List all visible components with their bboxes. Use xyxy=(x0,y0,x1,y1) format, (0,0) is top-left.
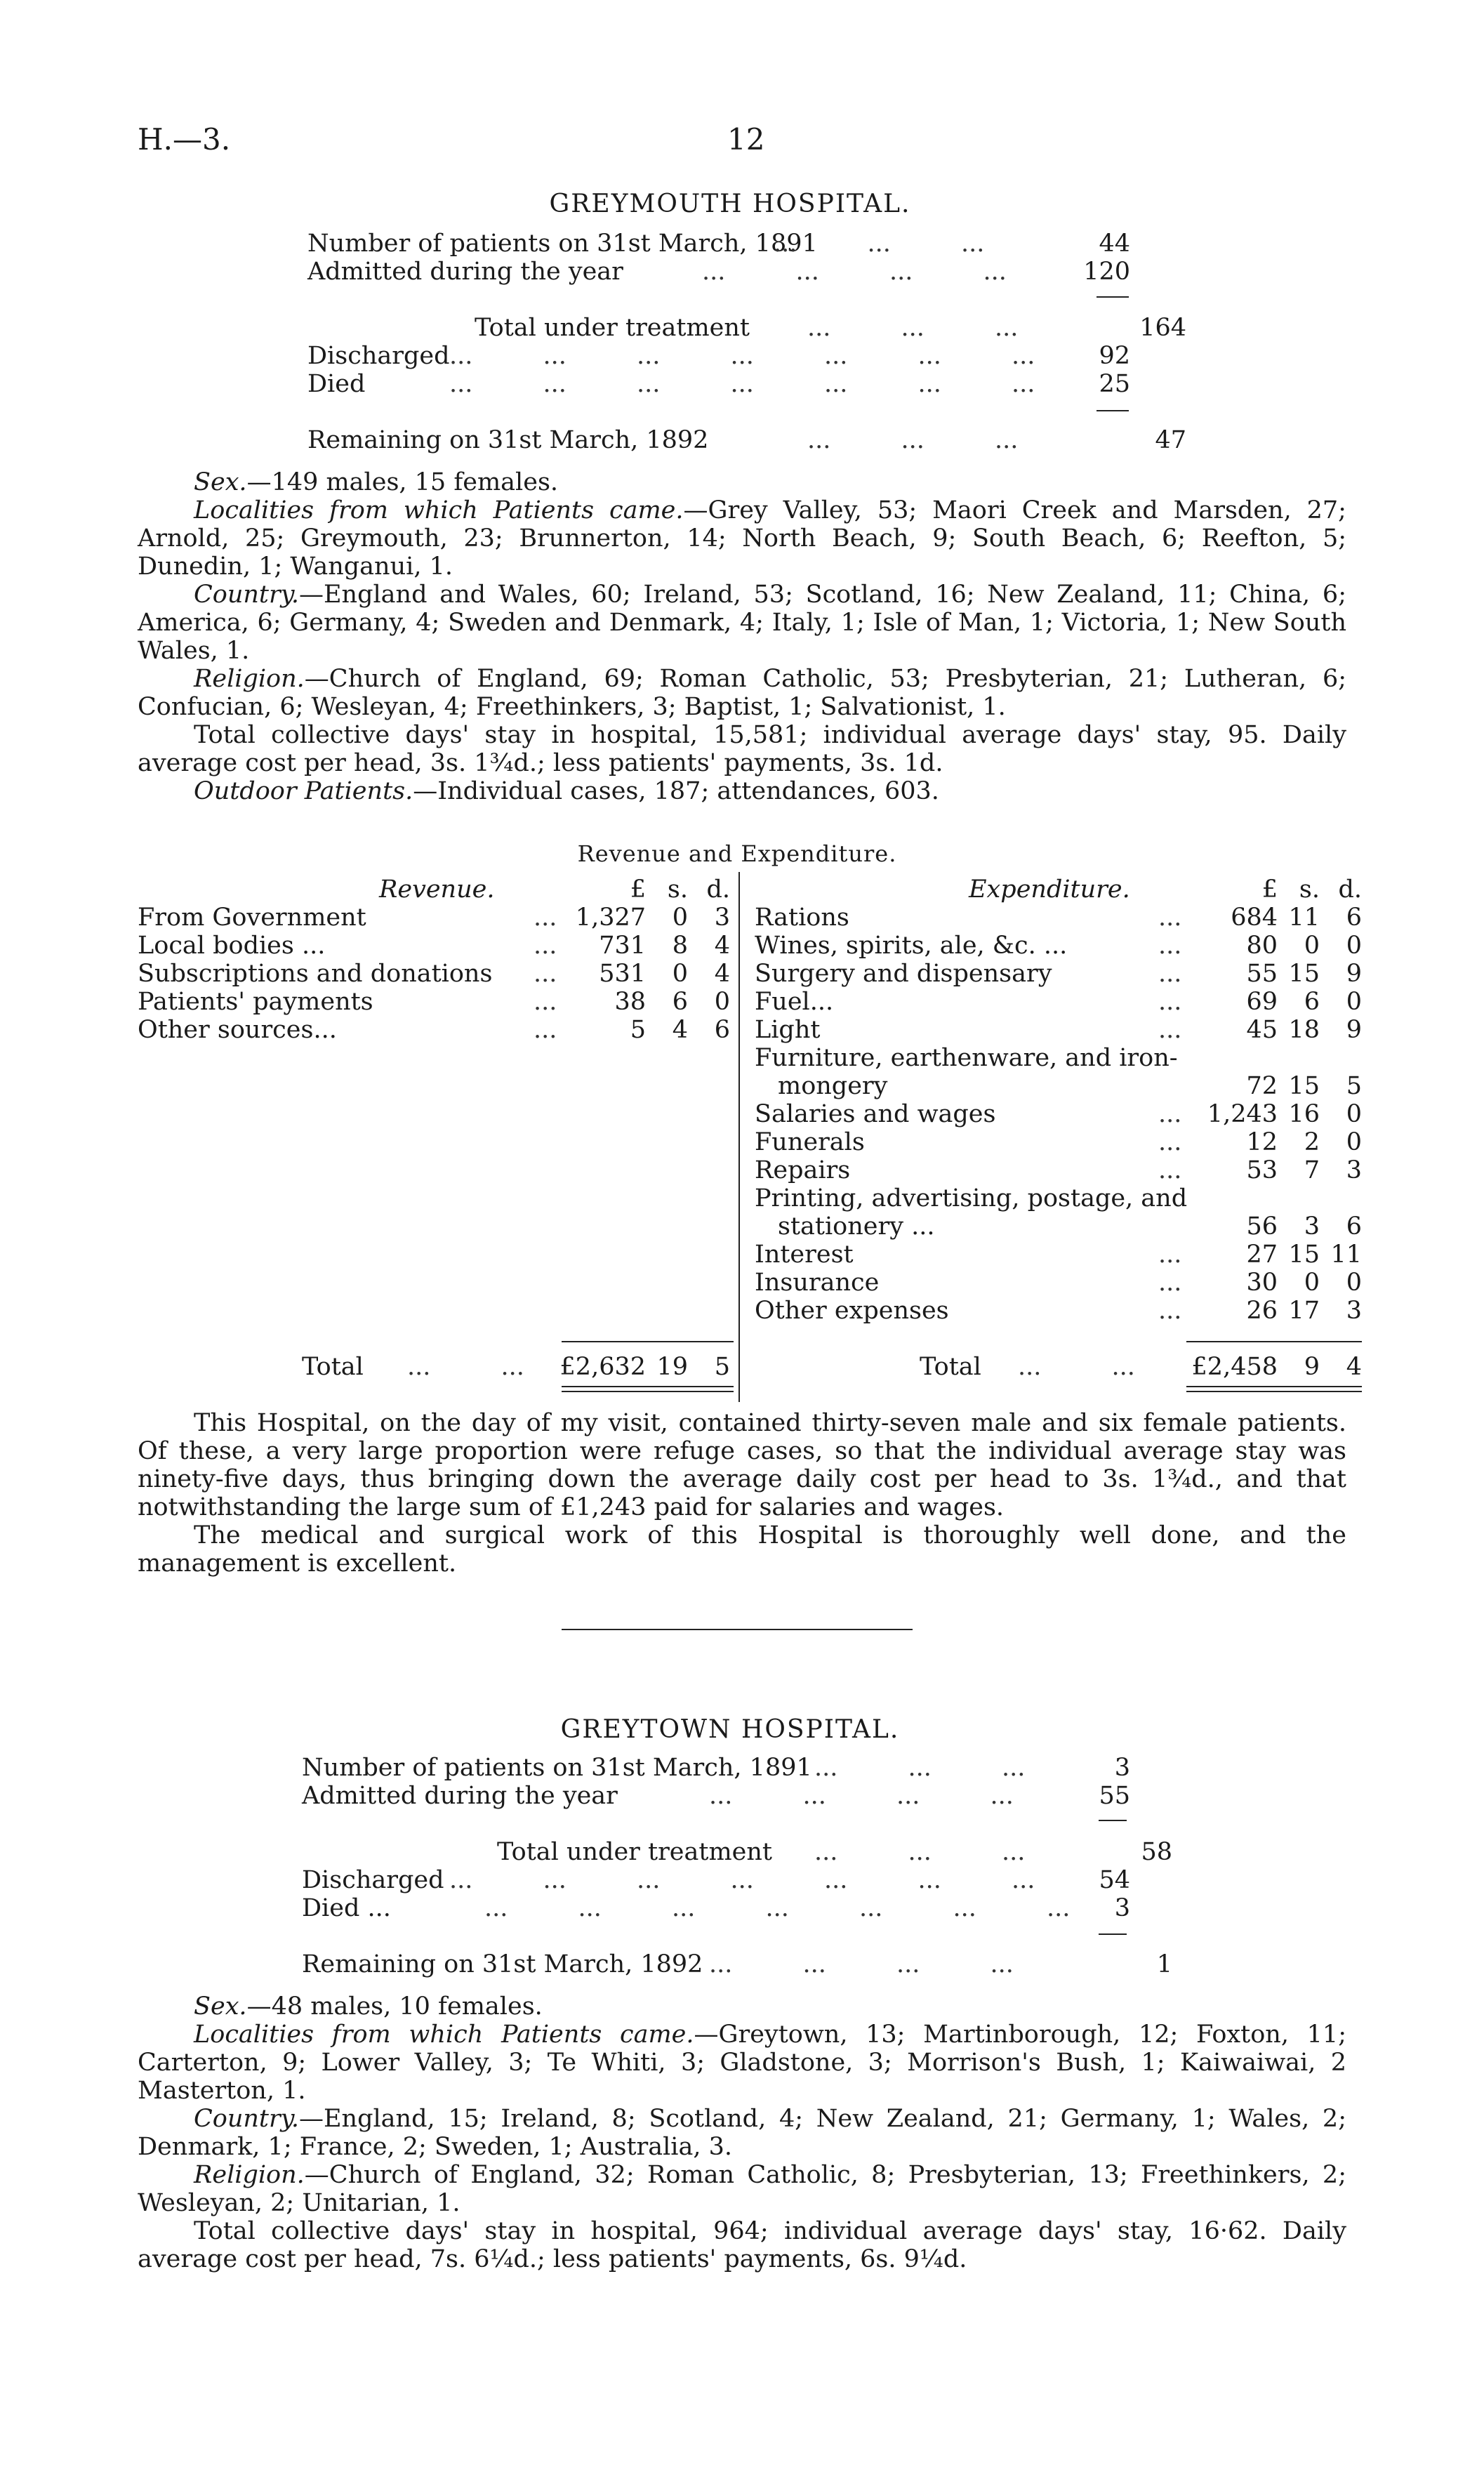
expenditure-row-d: 0 xyxy=(1346,1100,1362,1128)
total-double-rule xyxy=(1186,1386,1362,1387)
greytown-religion xyxy=(138,2161,1346,2217)
leader-dots: ... xyxy=(1158,1156,1182,1184)
greytown-country xyxy=(138,2105,1346,2161)
expenditure-row-d: 11 xyxy=(1330,1241,1362,1269)
leader-dots: ... xyxy=(1158,988,1182,1016)
label: Country. xyxy=(194,2105,299,2133)
leader-dots: ... ... ... ... xyxy=(709,1782,1014,1810)
stat-label-admitted: Admitted during the year xyxy=(307,258,623,286)
text: —Greytown, 13; Martinborough, 12; Foxton, 11; Carterton, 9; Lower Valley, 3; Te Whiti, 3; Gladstone, 3; Morrison's Bush, 1; Kaiwaiwai, 2 Masterton, 1. xyxy=(138,2021,1346,2105)
expenditure-row-label: Insurance xyxy=(755,1269,880,1297)
expenditure-row-d: 6 xyxy=(1346,1212,1362,1241)
expenditure-row-pounds: 55 xyxy=(1246,960,1278,988)
leader-dots: ... xyxy=(1158,904,1182,932)
revenue-row-d: 3 xyxy=(714,904,730,932)
stat-value-patients-1891: 3 xyxy=(1114,1754,1130,1782)
leader-dots: ... xyxy=(1158,1100,1182,1128)
stat-label-remaining: Remaining on 31st March, 1892 xyxy=(307,426,709,454)
total-double-rule xyxy=(562,1386,734,1387)
revenue-row-label: Other sources... xyxy=(138,1016,337,1044)
expenditure-total-d: 4 xyxy=(1346,1353,1362,1381)
stat-label-died: Died xyxy=(307,370,366,398)
total-double-rule xyxy=(562,1391,734,1392)
expenditure-row-pounds: 53 xyxy=(1246,1156,1278,1184)
expenditure-row-s: 7 xyxy=(1304,1156,1320,1184)
text: —Church of England, 69; Roman Catholic, 53; Presbyterian, 21; Lutheran, 6; Confucian, 6; Wesleyan, 4; Freethinkers, 3; Baptist, 1; Salvationist, 1. xyxy=(138,665,1346,721)
stat-value-admitted: 120 xyxy=(1083,258,1130,286)
sum-rule xyxy=(1097,296,1129,298)
col-d-header: d. xyxy=(706,875,730,904)
label: Sex. xyxy=(194,1992,247,2021)
expenditure-row-pounds: 27 xyxy=(1246,1241,1278,1269)
expenditure-row-label: Salaries and wages xyxy=(755,1100,996,1128)
stat-value-died: 3 xyxy=(1114,1894,1130,1922)
revenue-row-s: 0 xyxy=(672,960,688,988)
expenditure-total-label: Total xyxy=(920,1353,981,1381)
expenditure-row-s: 2 xyxy=(1304,1128,1320,1156)
leader-dots: ... ... ... ... ... ... ... xyxy=(484,1894,1071,1922)
revenue-row-s: 8 xyxy=(672,932,688,960)
sum-rule xyxy=(1097,410,1129,411)
greytown-localities xyxy=(138,2021,1346,2105)
stat-label-discharged: Discharged xyxy=(307,342,450,370)
expenditure-row-pounds: 45 xyxy=(1246,1016,1278,1044)
expenditure-row-label-cont: stationery ... xyxy=(778,1212,935,1241)
expenditure-row-d: 9 xyxy=(1346,960,1362,988)
expenditure-row-pounds: 684 xyxy=(1231,904,1278,932)
expenditure-row-d: 3 xyxy=(1346,1156,1362,1184)
stat-label-admitted: Admitted during the year xyxy=(302,1782,618,1810)
leader-dots: ... xyxy=(1158,1128,1182,1156)
expenditure-total-s: 9 xyxy=(1304,1353,1320,1381)
expenditure-row-label: Light xyxy=(755,1016,821,1044)
revenue-row-s: 0 xyxy=(672,904,688,932)
revenue-row-pounds: 38 xyxy=(614,988,646,1016)
greymouth-remarks-1: This Hospital, on the day of my visit, contained thirty-seven male and six female patients. Of these, a very large proportion were refuge cases, so that the individual average stay was ninety-five days, thus bringing down the average daily cost per head to 3s. 1¾d., and that notwithstanding the large sum of £1,243 paid for salaries and wages. xyxy=(138,1409,1346,1521)
leader-dots: ... ... ... ... ... ... ... xyxy=(449,342,1035,370)
leader-dots: ... ... xyxy=(407,1353,524,1381)
revenue-row-label: Subscriptions and donations xyxy=(138,960,493,988)
section-divider xyxy=(562,1629,913,1630)
stat-value-remaining: 1 xyxy=(1156,1950,1172,1978)
stat-value-discharged: 92 xyxy=(1099,342,1130,370)
leader-dots: ... ... ... ... ... ... ... xyxy=(449,1866,1035,1894)
revenue-total-s: 19 xyxy=(656,1353,688,1381)
label: Sex. xyxy=(194,468,247,496)
revenue-row-s: 6 xyxy=(672,988,688,1016)
leader-dots: ... xyxy=(1158,1269,1182,1297)
stat-value-patients-1891: 44 xyxy=(1099,230,1130,258)
stat-label-patients-1891: Number of patients on 31st March, 1891 xyxy=(302,1754,812,1782)
stat-value-total: 58 xyxy=(1141,1838,1172,1866)
revenue-row-label: Patients' payments xyxy=(138,988,373,1016)
revenue-row-d: 0 xyxy=(714,988,730,1016)
expenditure-row-s: 3 xyxy=(1304,1212,1320,1241)
text: —Grey Valley, 53; Maori Creek and Marsden, 27; Arnold, 25; Greymouth, 23; Brunnerton, 14; North Beach, 9; South Beach, 6; Reefton, 5; Dunedin, 1; Wanganui, 1. xyxy=(138,496,1346,581)
expenditure-row-label: Other expenses xyxy=(755,1297,949,1325)
greymouth-localities xyxy=(138,496,1346,581)
greymouth-stay: Total collective days' stay in hospital, 15,581; individual average days' stay, 95. Daily average cost per head, 3s. 1¾d.; less patients' payments, 3s. 1d. xyxy=(138,721,1346,777)
expenditure-row-label: Printing, advertising, postage, and xyxy=(755,1184,1188,1212)
expenditure-row-pounds: 26 xyxy=(1246,1297,1278,1325)
leader-dots: ... ... ... ... xyxy=(702,258,1007,286)
stat-label-total: Total under treatment xyxy=(497,1838,772,1866)
expenditure-row-label: Interest xyxy=(755,1241,854,1269)
expenditure-row-d: 0 xyxy=(1346,932,1362,960)
text: —48 males, 10 females. xyxy=(246,1992,543,2021)
revenue-row-d: 6 xyxy=(714,1016,730,1044)
text: —England, 15; Ireland, 8; Scotland, 4; New Zealand, 21; Germany, 1; Wales, 2; Denmark, 1; France, 2; Sweden, 1; Australia, 3. xyxy=(138,2105,1346,2161)
leader-dots: ... ... ... xyxy=(807,314,1019,342)
expenditure-row-label: Repairs xyxy=(755,1156,851,1184)
expenditure-row-pounds: 30 xyxy=(1246,1269,1278,1297)
label: Country. xyxy=(194,581,299,609)
expenditure-row-label: Furniture, earthenware, and iron- xyxy=(755,1044,1178,1072)
greymouth-outdoor xyxy=(138,777,1346,805)
sum-rule xyxy=(1099,1820,1127,1821)
greymouth-religion xyxy=(138,665,1346,721)
greytown-stay: Total collective days' stay in hospital, 964; individual average days' stay, 16·62. Daily average cost per head, 7s. 6¼d.; less patients' payments, 6s. 9¼d. xyxy=(138,2217,1346,2273)
leader-dots: ... xyxy=(534,904,557,932)
document-code: H.—3. xyxy=(138,122,231,157)
leader-dots: ... ... ... xyxy=(814,1838,1026,1866)
stat-value-remaining: 47 xyxy=(1155,426,1186,454)
stat-value-total: 164 xyxy=(1139,314,1186,342)
leader-dots: ... ... ... xyxy=(814,1754,1026,1782)
expenditure-row-label-cont: mongery xyxy=(778,1072,888,1100)
leader-dots: ... xyxy=(534,988,557,1016)
revenue-row-pounds: 731 xyxy=(599,932,646,960)
leader-dots: ... xyxy=(1158,1016,1182,1044)
stat-label-total: Total under treatment xyxy=(475,314,750,342)
expenditure-row-s: 15 xyxy=(1288,1241,1320,1269)
greymouth-title: GREYMOUTH HOSPITAL. xyxy=(549,190,911,218)
revenue-row-pounds: 1,327 xyxy=(575,904,646,932)
expenditure-row-s: 6 xyxy=(1304,988,1320,1016)
total-rule xyxy=(562,1341,734,1342)
expenditure-row-s: 11 xyxy=(1288,904,1320,932)
revenue-total-pounds: £2,632 xyxy=(559,1353,646,1381)
revenue-row-label: From Government xyxy=(138,904,366,932)
label: Localities from which Patients came. xyxy=(194,2021,694,2049)
revenue-heading: Revenue. xyxy=(379,875,495,904)
col-s-header: s. xyxy=(1299,875,1320,904)
stat-label-discharged: Discharged xyxy=(302,1866,444,1894)
text: —Church of England, 32; Roman Catholic, 8; Presbyterian, 13; Freethinkers, 2; Wesleyan, 2; Unitarian, 1. xyxy=(138,2161,1346,2217)
label: Outdoor Patients. xyxy=(194,777,413,805)
leader-dots: ... xyxy=(534,1016,557,1044)
expenditure-row-pounds: 1,243 xyxy=(1207,1100,1278,1128)
expenditure-row-s: 17 xyxy=(1288,1297,1320,1325)
expenditure-row-pounds: 56 xyxy=(1246,1212,1278,1241)
expenditure-row-pounds: 69 xyxy=(1246,988,1278,1016)
expenditure-row-pounds: 12 xyxy=(1246,1128,1278,1156)
expenditure-row-d: 0 xyxy=(1346,988,1362,1016)
expenditure-row-d: 0 xyxy=(1346,1128,1362,1156)
text: —England and Wales, 60; Ireland, 53; Scotland, 16; New Zealand, 11; China, 6; America, 6; Germany, 4; Sweden and Denmark, 4; Italy, 1; Isle of Man, 1; Victoria, 1; New South Wales, 1. xyxy=(138,581,1346,665)
rev-exp-title: Revenue and Expenditure. xyxy=(577,840,897,867)
label: Localities from which Patients came. xyxy=(194,496,684,524)
leader-dots: ... xyxy=(534,932,557,960)
leader-dots: ... xyxy=(534,960,557,988)
greymouth-remarks-2: The medical and surgical work of this Hospital is thoroughly well done, and the management is excellent. xyxy=(138,1521,1346,1578)
greymouth-sex xyxy=(138,468,1346,496)
expenditure-row-s: 18 xyxy=(1288,1016,1320,1044)
page-number: 12 xyxy=(727,122,765,157)
column-divider xyxy=(738,872,740,1402)
revenue-row-pounds: 5 xyxy=(630,1016,646,1044)
leader-dots: ... ... ... xyxy=(807,426,1019,454)
expenditure-heading: Expenditure. xyxy=(969,875,1130,904)
stat-label-died: Died ... xyxy=(302,1894,391,1922)
expenditure-row-s: 0 xyxy=(1304,1269,1320,1297)
leader-dots: ... ... ... ... xyxy=(709,1950,1014,1978)
leader-dots: ... ... ... ... ... ... ... xyxy=(449,370,1035,398)
expenditure-row-s: 16 xyxy=(1288,1100,1320,1128)
leader-dots: ... xyxy=(1158,1297,1182,1325)
stat-value-died: 25 xyxy=(1099,370,1130,398)
leader-dots: ... xyxy=(1158,1241,1182,1269)
revenue-row-pounds: 531 xyxy=(599,960,646,988)
expenditure-row-label: Rations xyxy=(755,904,849,932)
col-pounds-header: £ xyxy=(1261,875,1278,904)
revenue-total-d: 5 xyxy=(714,1353,730,1381)
expenditure-row-s: 15 xyxy=(1288,960,1320,988)
col-d-header: d. xyxy=(1338,875,1362,904)
expenditure-total-pounds: £2,458 xyxy=(1191,1353,1278,1381)
expenditure-row-d: 0 xyxy=(1346,1269,1362,1297)
revenue-row-d: 4 xyxy=(714,960,730,988)
col-s-header: s. xyxy=(667,875,688,904)
expenditure-row-label: Funerals xyxy=(755,1128,865,1156)
leader-dots: ... xyxy=(1158,960,1182,988)
greytown-title: GREYTOWN HOSPITAL. xyxy=(560,1715,900,1744)
label: Religion. xyxy=(194,665,305,693)
stat-label-patients-1891: Number of patients on 31st March, 1891 xyxy=(307,230,818,258)
expenditure-row-d: 9 xyxy=(1346,1016,1362,1044)
label: Religion. xyxy=(194,2161,305,2189)
greymouth-country xyxy=(138,581,1346,665)
stat-value-discharged: 54 xyxy=(1099,1866,1130,1894)
sum-rule xyxy=(1099,1933,1127,1935)
text: —149 males, 15 females. xyxy=(246,468,559,496)
col-pounds-header: £ xyxy=(630,875,646,904)
leader-dots: ... xyxy=(1158,932,1182,960)
expenditure-row-label: Fuel... xyxy=(755,988,834,1016)
expenditure-row-label: Wines, spirits, ale, &c. ... xyxy=(755,932,1068,960)
revenue-row-d: 4 xyxy=(714,932,730,960)
expenditure-row-d: 6 xyxy=(1346,904,1362,932)
stat-value-admitted: 55 xyxy=(1099,1782,1130,1810)
text: —Individual cases, 187; attendances, 603. xyxy=(413,777,939,805)
stat-label-remaining: Remaining on 31st March, 1892 xyxy=(302,1950,703,1978)
leader-dots: ... ... xyxy=(1018,1353,1135,1381)
expenditure-row-d: 3 xyxy=(1346,1297,1362,1325)
leader-dots: ... ... ... xyxy=(774,230,985,258)
revenue-total-label: Total xyxy=(302,1353,364,1381)
expenditure-row-pounds: 80 xyxy=(1246,932,1278,960)
revenue-row-s: 4 xyxy=(672,1016,688,1044)
expenditure-row-s: 0 xyxy=(1304,932,1320,960)
expenditure-row-pounds: 72 xyxy=(1246,1072,1278,1100)
total-double-rule xyxy=(1186,1391,1362,1392)
greytown-sex xyxy=(138,1992,1346,2021)
expenditure-row-d: 5 xyxy=(1346,1072,1362,1100)
expenditure-row-s: 15 xyxy=(1288,1072,1320,1100)
revenue-row-label: Local bodies ... xyxy=(138,932,326,960)
total-rule xyxy=(1186,1341,1362,1342)
expenditure-row-label: Surgery and dispensary xyxy=(755,960,1052,988)
